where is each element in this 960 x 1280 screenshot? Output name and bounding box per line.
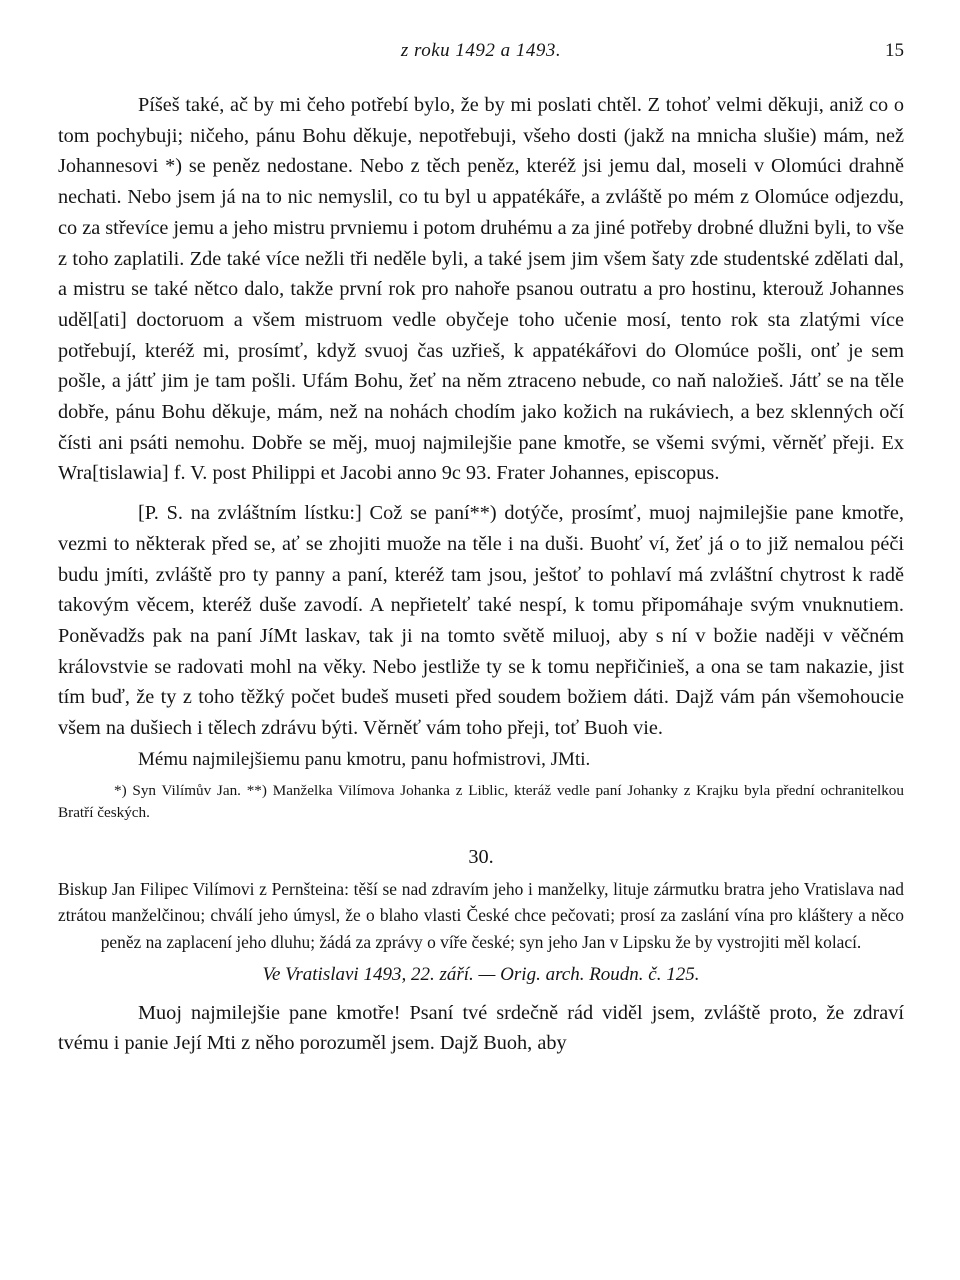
letter-29-paragraph-1: Píšeš také, ač by mi čeho potřebí bylo, že by mi poslati chtěl. Z tohoť velmi děkuji, aniž co o tom pochybuji; ničeho, pánu Bohu děkuje, nepotřebuji, všeho dosti (jakž na mnicha slušie) mám, než Johannesovi *) se peněz nedostane. Nebo z těch peněz, kteréž jsi jemu dal, moseli v Olomúci drahně nechati. Nebo jsem já na to nic nemyslil, co tu byl u appatékáře, a zvláště po mém z Olomúce odjezdu, co za střevíce jemu a jeho mistru prvniemu i potom druhému a za jiné potřeby drobné dlužni byli, to vše z toho zaplatili. Zde také více nežli tři neděle byli, a také jsem jim všem šaty zde studentské zdělati dal, a mistru se také nětco dalo, takže první rok pro nahoře psanou outratu a pro hostinu, kterouž Johannes uděl[ati] doctoruom a všem mistruom vedle obyčeje toho učenie mosí, tento rok sta zlatými více potřebují, kteréž mi, prosímť, když svuoj čas uzřieš, k appatékářovi do Olomúce pošli, onť je sem pošle, a játť jim je tam pošli. Ufám Bohu, žeť na něm ztraceno nebude, co naň naložieš. Játť se na těle dobře, pánu Bohu děkuje, mám, než na nohách chodím jako kožich na rukáviech, a bez sklenných očí čísti ani psáti nemohu. Dobře se měj, muoj najmilejšie pane kmotře, se všemi svými, věrněť přeji. Ex Wra[tislawia] f. V. post Philippi et Jacobi anno 9c 93. Frater Johannes, episcopus. (58, 94, 904, 485)
letter-30-number: 30. (468, 845, 494, 868)
letter-29-postscript: [P. S. na zvláštním lístku:] Což se paní**) dotýče, prosímť, muoj najmilejšie pane kmotře, vezmi to některak před se, ať se zhojiti muože na těle i na duši. Buohť ví, žeť já o to již nemalou péči budu jmíti, zvláště pro ty panny a paní, kteréž tam jsou, ještoť to pohlaví má zvláštní chytrost k radě takovým věcem, kteréž duše zavodí. A nepřietelť také nespí, k tomu připomáhaje svým vnuknutiem. Poněvadžs pak na paní JíMt laskav, tak ji na tomto světě miluoj, aby s ní v božie naději v věčném královstvie se radovati mohl na věky. Nebo jestliže ty se k tomu nepřičinieš, a ona se tam nakazie, jist tím buď, že ty z toho těžký počet budeš museti před soudem božiem dáti. Dajž vám pán všemohoucie všem na dušiech i tělech zdrávu býti. Věrněť vám toho přeji, toť Buoh vie. (58, 502, 904, 740)
letter-30-body (58, 998, 904, 1059)
footnote: *) Syn Vilímův Jan. **) Manželka Vilímova Johanka z Liblic, kteráž vedle paní Johanky z Krajku byla přední ochranitelkou Bratří českých. (58, 781, 904, 821)
letter-30-paragraph-1: Muoj najmilejšie pane kmotře! Psaní tvé srdečně rád viděl jsem, zvláště proto, že zdraví tvému i panie Její Mti z něho porozuměl jsem. Dajž Buoh, aby (58, 1001, 904, 1055)
document-page (58, 40, 904, 1059)
running-header (58, 40, 904, 70)
letter-30-dateline: Ve Vratislavi 1493, 22. září. — Orig. arch. Roudn. č. 125. (262, 963, 700, 985)
letter-30-summary: Biskup Jan Filipec Vilímovi z Pernšteina: těší se nad zdravím jeho i manželky, lituje zármutku bratra jeho Vratislava nad ztrátou manželčinou; chválí jeho úmysl, že o blaho vlasti České chce pečovati; prosí za zaslání vína pro kláštery a něco peněz na zaplacení jeho dluhu; žádá za zprávy o víře české; syn jeho Jan v Lipsku že by vystrojiti měl kolací. (58, 878, 904, 952)
running-title: z roku 1492 a 1493. (400, 40, 562, 61)
letter-29-continuation (58, 90, 904, 744)
page-number: 15 (885, 40, 904, 61)
letter-29-address: Mému najmilejšiemu panu kmotru, panu hofmistrovi, JMti. (138, 748, 591, 770)
